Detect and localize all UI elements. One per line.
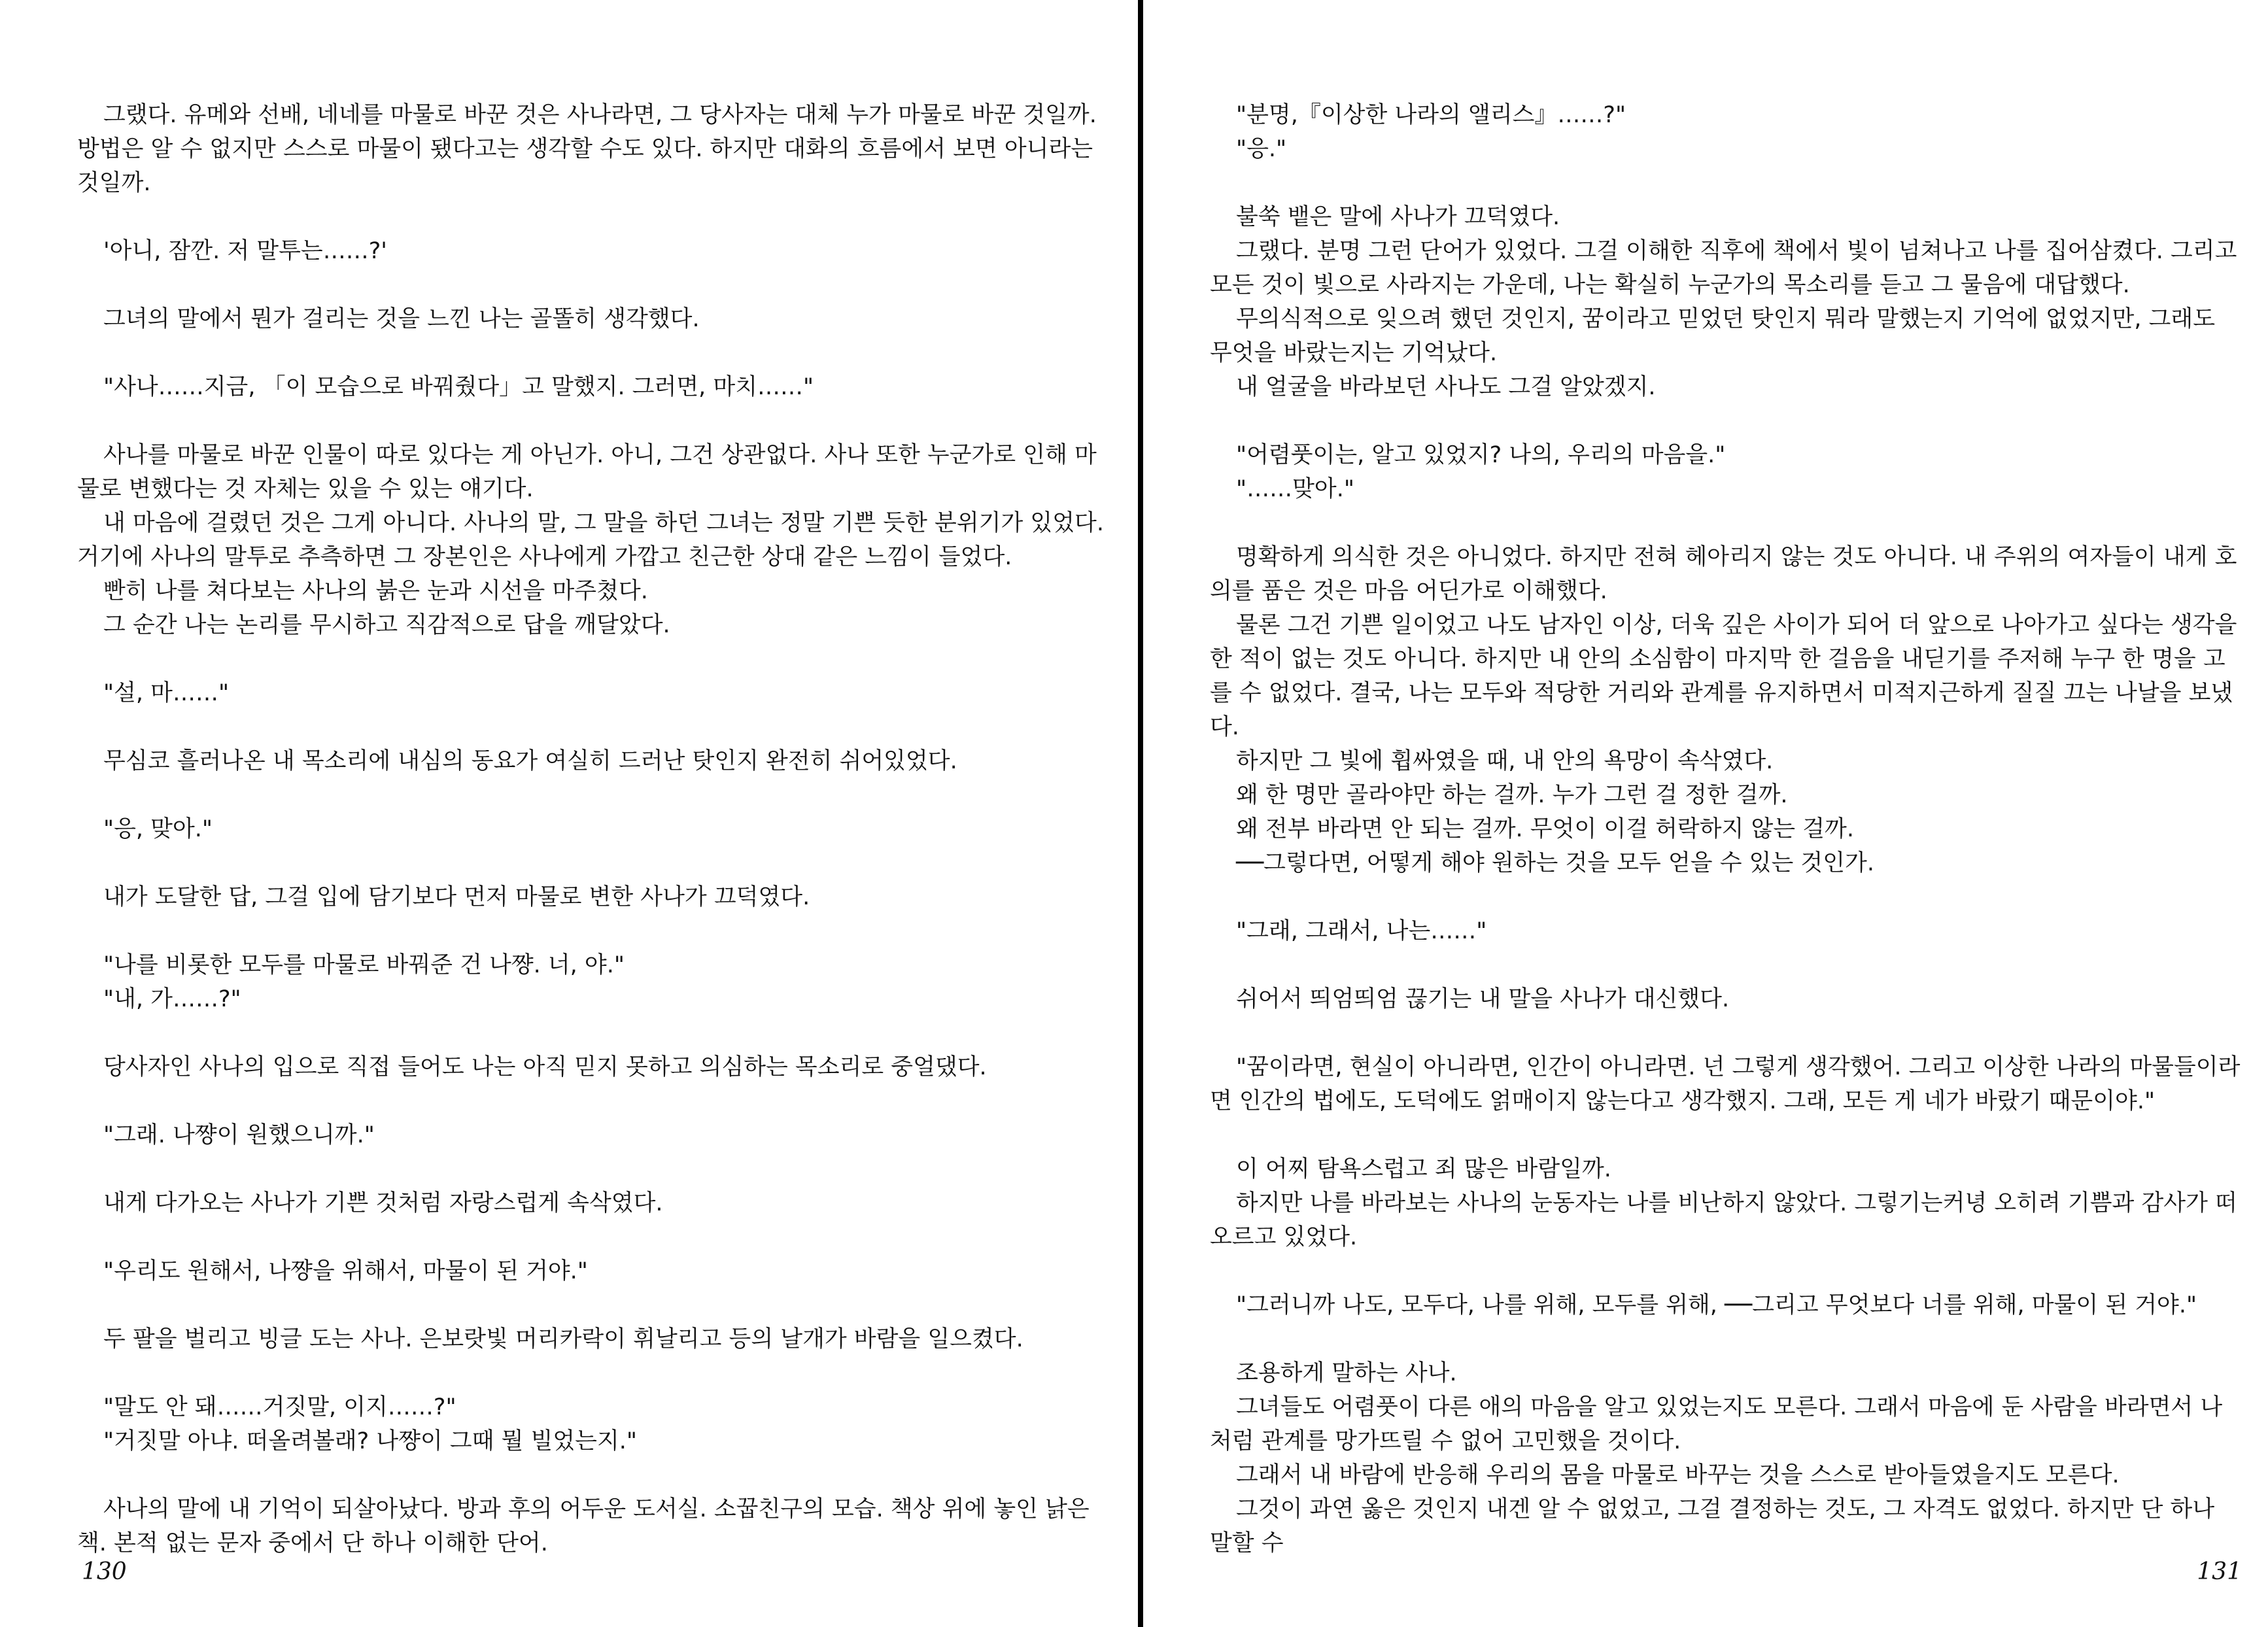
paragraph: 하지만 그 빛에 휩싸였을 때, 내 안의 욕망이 속삭였다.	[1236, 748, 1774, 774]
right-page-text	[1210, 98, 2243, 1560]
paragraph: 그 순간 나는 논리를 무시하고 직감적으로 답을 깨달았다.	[103, 612, 670, 638]
left-page-text	[77, 98, 1117, 1560]
paragraph: 쉬어서 띄엄띄엄 끊기는 내 말을 사나가 대신했다.	[1236, 986, 1730, 1012]
paragraph: 사나를 마물로 바꾼 인물이 따로 있다는 게 아닌가. 아니, 그건 상관없다. 사나 또한 누군가로 인해 마물로 변했다는 것 자체는 있을 수 있는 얘기다.	[77, 442, 1097, 502]
paragraph: 그녀의 말에서 뭔가 걸리는 것을 느낀 나는 골똘히 생각했다.	[103, 306, 700, 332]
paragraph: "내, 가……?"	[103, 986, 241, 1012]
paragraph: "말도 안 돼……거짓말, 이지……?"	[103, 1394, 456, 1420]
paragraph: 내 얼굴을 바라보던 사나도 그걸 알았겠지.	[1236, 374, 1656, 400]
paragraph: "그러니까 나도, 모두다, 나를 위해, 모두를 위해, ──그리고 무엇보다 너를 위해, 마물이 된 거야."	[1236, 1292, 2197, 1318]
right-page	[1144, 0, 2268, 1627]
paragraph: 무심코 흘러나온 내 목소리에 내심의 동요가 여실히 드러난 탓인지 완전히 쉬어있었다.	[103, 748, 957, 774]
paragraph: 조용하게 말하는 사나.	[1236, 1360, 1457, 1386]
paragraph: 내 마음에 걸렸던 것은 그게 아니다. 사나의 말, 그 말을 하던 그녀는 정말 기쁜 듯한 분위기가 있었다. 거기에 사나의 말투로 추측하면 그 장본인은 사나에게 가깝고 친근한 상대 같은 느낌이 들었다.	[77, 510, 1112, 570]
paragraph: 그것이 과연 옳은 것인지 내겐 알 수 없었고, 그걸 결정하는 것도, 그 자격도 없었다. 하지만 단 하나 말할 수	[1210, 1496, 2222, 1556]
paragraph: 그녀들도 어렴풋이 다른 애의 마음을 알고 있었는지도 모른다. 그래서 마음에 둔 사람을 바라면서 나처럼 관계를 망가뜨릴 수 없어 고민했을 것이다.	[1210, 1394, 2223, 1454]
paragraph: 그랬다. 분명 그런 단어가 있었다. 그걸 이해한 직후에 책에서 빛이 넘쳐나고 나를 집어삼켰다. 그리고 모든 것이 빛으로 사라지는 가운데, 나는 확실히 누군가의 목소리를 듣고 그 물음에 대답했다.	[1210, 238, 2244, 298]
paragraph: 무의식적으로 잊으려 했던 것인지, 꿈이라고 믿었던 탓인지 뭐라 말했는지 기억에 없었지만, 그래도 무엇을 바랐는지는 기억났다.	[1210, 306, 2223, 366]
page-number-left: 130	[82, 1558, 127, 1585]
paragraph: 그래서 내 바람에 반응해 우리의 몸을 마물로 바꾸는 것을 스스로 받아들였을지도 모른다.	[1236, 1462, 2120, 1488]
paragraph: "분명,『이상한 나라의 앨리스』……?"	[1236, 102, 1626, 128]
paragraph: 하지만 나를 바라보는 사나의 눈동자는 나를 비난하지 않았다. 그렇기는커녕 오히려 기쁨과 감사가 떠오르고 있었다.	[1210, 1190, 2237, 1250]
paragraph: "어렴풋이는, 알고 있었지? 나의, 우리의 마음을."	[1236, 442, 1726, 468]
paragraph: 두 팔을 벌리고 빙글 도는 사나. 은보랏빛 머리카락이 휘날리고 등의 날개가 바람을 일으켰다.	[103, 1326, 1023, 1352]
paragraph: "그래, 그래서, 나는……"	[1236, 918, 1487, 944]
page-number-right: 131	[2197, 1558, 2242, 1585]
paragraph: 불쑥 뱉은 말에 사나가 끄덕였다.	[1236, 204, 1560, 230]
paragraph: 내게 다가오는 사나가 기쁜 것처럼 자랑스럽게 속삭였다.	[103, 1190, 663, 1216]
paragraph: "거짓말 아냐. 떠올려볼래? 나쨩이 그때 뭘 빌었는지."	[103, 1428, 637, 1454]
paragraph: 그랬다. 유메와 선배, 네네를 마물로 바꾼 것은 사나라면, 그 당사자는 대체 누가 마물로 바꾼 것일까. 방법은 알 수 없지만 스스로 마물이 됐다고는 생각할 수도 있다. 하지만 대화의 흐름에서 보면 아니라는 것일까.	[77, 102, 1104, 196]
paragraph: "우리도 원해서, 나쨩을 위해서, 마물이 된 거야."	[103, 1258, 588, 1284]
paragraph: "설, 마……"	[103, 680, 230, 706]
paragraph: "……맞아."	[1236, 476, 1354, 502]
paragraph: 내가 도달한 답, 그걸 입에 담기보다 먼저 마물로 변한 사나가 끄덕였다.	[103, 884, 810, 910]
paragraph: "응, 맞아."	[103, 816, 213, 842]
paragraph: "나를 비롯한 모두를 마물로 바꿔준 건 나쨩. 너, 야."	[103, 952, 625, 978]
paragraph: 물론 그건 기쁜 일이었고 나도 남자인 이상, 더욱 깊은 사이가 되어 더 앞으로 나아가고 싶다는 생각을 한 적이 없는 것도 아니다. 하지만 내 안의 소심함이 마지막 한 걸음을 내딛기를 주저해 누구 한 명을 고를 수 없었다. 결국, 나는 모두와 적당한 거리와 관계를 유지하면서 미적지근하게 질질 끄는 나날을 보냈다.	[1210, 612, 2244, 740]
paragraph: "사나……지금, 「이 모습으로 바꿔줬다」고 말했지. 그러면, 마치……"	[103, 374, 814, 400]
book-spine-divider	[1138, 0, 1143, 1627]
paragraph: 왜 한 명만 골라야만 하는 걸까. 누가 그런 걸 정한 걸까.	[1236, 782, 1788, 808]
paragraph: '아니, 잠깐. 저 말투는……?'	[103, 238, 387, 264]
paragraph: ──그렇다면, 어떻게 해야 원하는 것을 모두 얻을 수 있는 것인가.	[1236, 850, 1874, 876]
paragraph: "그래. 나쨩이 원했으니까."	[103, 1122, 375, 1148]
paragraph: 빤히 나를 쳐다보는 사나의 붉은 눈과 시선을 마주쳤다.	[103, 578, 648, 604]
paragraph: 왜 전부 바라면 안 되는 걸까. 무엇이 이걸 허락하지 않는 걸까.	[1236, 816, 1854, 842]
paragraph: 사나의 말에 내 기억이 되살아났다. 방과 후의 어두운 도서실. 소꿉친구의 모습. 책상 위에 놓인 낡은 책. 본적 없는 문자 중에서 단 하나 이해한 단어.	[77, 1496, 1097, 1556]
paragraph: "응."	[1236, 136, 1287, 162]
paragraph: "꿈이라면, 현실이 아니라면, 인간이 아니라면. 넌 그렇게 생각했어. 그리고 이상한 나라의 마물들이라면 인간의 법에도, 도덕에도 얽매이지 않는다고 생각했지. 그래, 모든 게 네가 바랐기 때문이야."	[1210, 1054, 2241, 1114]
paragraph: 명확하게 의식한 것은 아니었다. 하지만 전혀 헤아리지 않는 것도 아니다. 내 주위의 여자들이 내게 호의를 품은 것은 마음 어딘가로 이해했다.	[1210, 544, 2237, 604]
paragraph: 당사자인 사나의 입으로 직접 들어도 나는 아직 믿지 못하고 의심하는 목소리로 중얼댔다.	[103, 1054, 987, 1080]
paragraph: 이 어찌 탐욕스럽고 죄 많은 바람일까.	[1236, 1156, 1611, 1182]
